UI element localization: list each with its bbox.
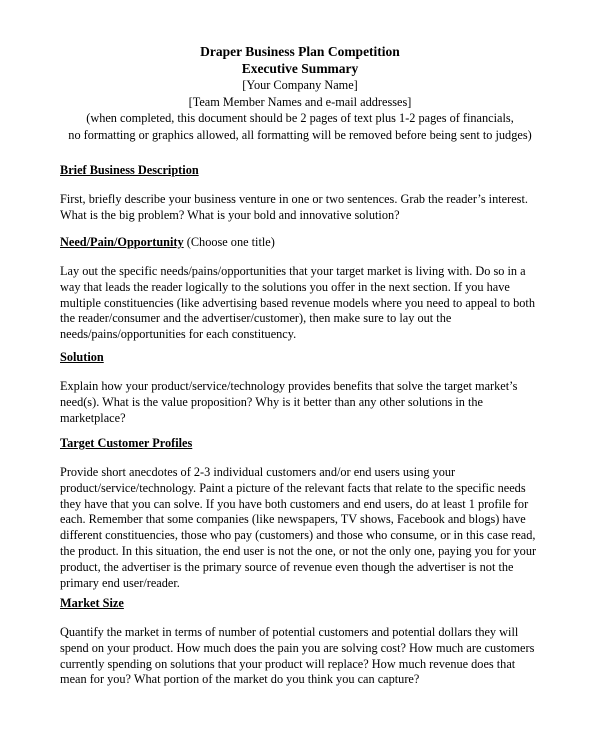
section-heading-solution-text: Solution bbox=[60, 350, 104, 364]
section-heading-solution bbox=[60, 350, 104, 366]
paragraph-line: primary end user/reader. bbox=[60, 575, 180, 590]
paragraph-line: they have that you can solve. If you have both customers and end users, do at least 1 profile for bbox=[60, 496, 529, 511]
paragraph-line: spend on your product. How much does the pain you are solving cost? How much are customers bbox=[60, 640, 535, 655]
company-name-placeholder: [Your Company Name] bbox=[242, 78, 358, 92]
instruction-note-line-2: no formatting or graphics allowed, all formatting will be removed before being sent to judges) bbox=[68, 127, 532, 142]
paragraph-line: the reader/consumer and the advertiser/customer), then make sure to lay out the bbox=[60, 311, 452, 326]
paragraph-line: marketplace? bbox=[60, 410, 126, 425]
section-paragraph-need bbox=[60, 264, 560, 343]
section-heading-target bbox=[60, 436, 192, 452]
section-heading-brief-text: Brief Business Description bbox=[60, 163, 199, 177]
section-heading-need bbox=[60, 235, 275, 251]
paragraph-line: needs/pains/opportunities for each constituency. bbox=[60, 327, 297, 342]
paragraph-line: What is the big problem? What is your bold and innovative solution? bbox=[60, 207, 400, 222]
paragraph-line: different constituencies, those who pay (customers) and those who consume, or in this case read, bbox=[60, 528, 536, 543]
section-heading-market bbox=[60, 596, 124, 612]
section-paragraph-solution bbox=[60, 379, 560, 426]
section-heading-need-note: (Choose one title) bbox=[183, 235, 275, 249]
section-heading-brief bbox=[60, 163, 199, 179]
section-heading-need-text: Need/Pain/Opportunity bbox=[60, 235, 184, 249]
paragraph-line: multiple constituencies (like advertising based revenue models where you need to appeal to both bbox=[60, 295, 535, 310]
document-subtitle: Executive Summary bbox=[241, 61, 359, 76]
paragraph-line: the product. In this situation, the end user is not the one, or not the only one, paying you for your bbox=[60, 543, 537, 558]
paragraph-line: First, briefly describe your business venture in one or two sentences. Grab the reader’s interest. bbox=[60, 192, 528, 206]
paragraph-line: mean for you? What portion of the market do you think you can capture? bbox=[60, 672, 420, 687]
instruction-note-line-1: (when completed, this document should be 2 pages of text plus 1-2 pages of financials, bbox=[86, 111, 514, 125]
paragraph-line: way that leads the reader logically to the solutions you offer in the next section. If you have bbox=[60, 279, 510, 294]
section-paragraph-brief bbox=[60, 192, 560, 224]
paragraph-line: Quantify the market in terms of number of potential customers and potential dollars they will bbox=[60, 625, 519, 639]
section-paragraph-target bbox=[60, 465, 560, 591]
document-header bbox=[0, 43, 600, 143]
paragraph-line: currently spending on solutions that your product will replace? How much revenue does that bbox=[60, 656, 516, 671]
document-title: Draper Business Plan Competition bbox=[200, 44, 400, 59]
paragraph-line: each. Remember that some companies (like newspapers, TV shows, Facebook and blogs) have bbox=[60, 512, 526, 527]
section-paragraph-market bbox=[60, 625, 560, 688]
paragraph-line: product/service/technology. Paint a picture of the relevant facts that relate to the specific needs bbox=[60, 480, 526, 495]
team-members-placeholder: [Team Member Names and e-mail addresses] bbox=[188, 94, 412, 109]
section-heading-market-text: Market Size bbox=[60, 596, 124, 610]
paragraph-line: Provide short anecdotes of 2-3 individual customers and/or end users using your bbox=[60, 465, 456, 479]
paragraph-line: Explain how your product/service/technology provides benefits that solve the target market’s bbox=[60, 379, 518, 393]
paragraph-line: need(s). What is the value proposition? Why is it better than any other solutions in the bbox=[60, 394, 484, 409]
paragraph-line: Lay out the specific needs/pains/opportunities that your target market is living with. Do so in a bbox=[60, 264, 526, 278]
paragraph-line: product, the advertiser is the primary source of revenue even though the advertiser is not the bbox=[60, 559, 514, 574]
section-heading-target-text: Target Customer Profiles bbox=[60, 436, 193, 450]
